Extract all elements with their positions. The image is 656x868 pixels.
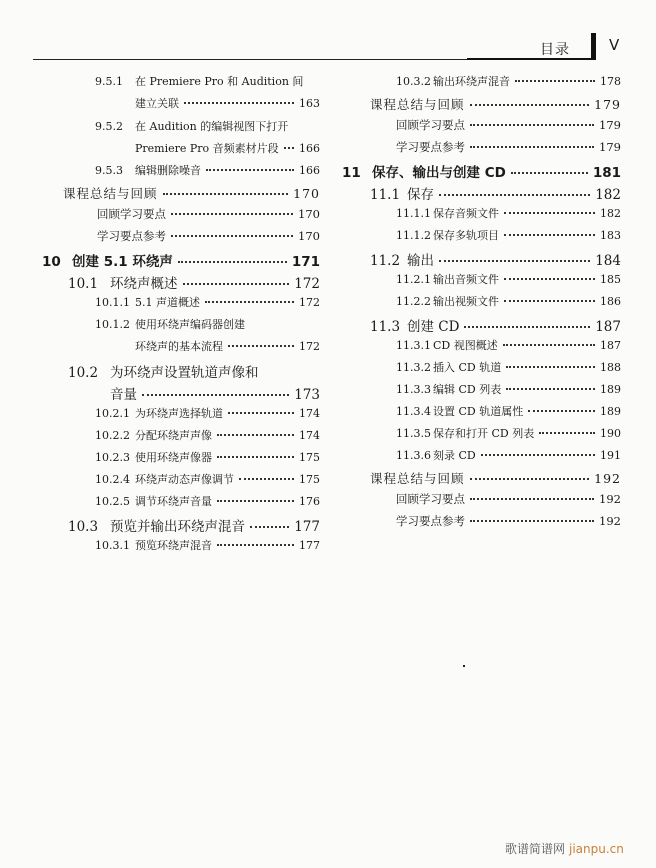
toc-entry-page: 177 xyxy=(299,539,320,552)
toc-entry-page: 163 xyxy=(299,97,320,110)
toc-entry xyxy=(95,338,320,360)
toc-entry-number: 11.3.6 xyxy=(396,449,431,462)
dot-leader xyxy=(217,500,294,502)
toc-entry-title: 课程总结与回顾 xyxy=(370,97,465,112)
toc-entry-number: 10.2.3 xyxy=(95,451,130,464)
toc-entry-title: 插入 CD 轨道 xyxy=(433,361,502,374)
toc-entry xyxy=(396,337,621,359)
toc-entry-title: 回顾学习要点 xyxy=(97,207,166,221)
dot-leader xyxy=(439,260,590,262)
toc-entry-title: 保存音频文件 xyxy=(433,207,499,220)
toc-entry xyxy=(68,515,320,537)
toc-entry-title: 音量 xyxy=(110,387,137,403)
dot-leader xyxy=(163,193,289,195)
dot-leader xyxy=(470,124,594,126)
toc-entry-title: 预览并输出环绕声混音 xyxy=(110,519,245,535)
toc-entry xyxy=(396,227,621,249)
dot-leader xyxy=(217,544,294,546)
toc-entry xyxy=(0,184,320,206)
toc-entry xyxy=(370,183,621,205)
toc-entry xyxy=(330,117,621,139)
toc-entry xyxy=(370,249,621,271)
dot-leader xyxy=(515,80,595,82)
toc-entry xyxy=(330,491,621,513)
toc-entry-title: 使用环绕声编码器创建 xyxy=(135,318,245,331)
toc-entry xyxy=(330,513,621,535)
toc-entry-page: 166 xyxy=(299,142,320,155)
toc-entry-number: 11.3.4 xyxy=(396,405,431,418)
toc-entry-title: 保存、输出与创建 CD xyxy=(372,165,506,181)
toc-entry xyxy=(68,383,320,405)
toc-entry-page: 179 xyxy=(599,140,621,154)
toc-entry-page: 174 xyxy=(299,407,320,420)
toc-entry-page: 172 xyxy=(299,340,320,353)
toc-entry-number: 11.3.1 xyxy=(396,339,431,352)
toc-entry-number: 9.5.3 xyxy=(95,164,123,177)
header-rule xyxy=(33,59,467,60)
toc-entry-title: CD 视图概述 xyxy=(433,339,498,352)
toc-entry-number: 9.5.1 xyxy=(95,75,123,88)
toc-entry-page: 179 xyxy=(599,118,621,132)
dot-leader xyxy=(470,520,594,522)
toc-entry-title: 编辑 CD 列表 xyxy=(433,383,502,396)
toc-entry-title: 5.1 声道概述 xyxy=(135,296,200,309)
dot-leader xyxy=(511,172,588,174)
dot-leader xyxy=(470,498,594,500)
toc-entry xyxy=(342,161,621,183)
toc-entry-number: 11.1 xyxy=(370,187,401,203)
toc-entry xyxy=(42,250,320,272)
toc-entry-page: 186 xyxy=(600,295,621,308)
scan-speck xyxy=(463,665,465,667)
toc-entry-title: 刻录 CD xyxy=(433,449,476,462)
dot-leader xyxy=(470,478,590,480)
dot-leader xyxy=(184,102,294,104)
toc-entry-number: 11.1.2 xyxy=(396,229,431,242)
dot-leader xyxy=(217,434,294,436)
toc-entry-page: 172 xyxy=(299,296,320,309)
toc-entry-number: 10 xyxy=(42,254,61,270)
header-page-number: V xyxy=(609,36,620,54)
toc-entry xyxy=(95,427,320,449)
toc-entry-number: 11.3.5 xyxy=(396,427,431,440)
dot-leader xyxy=(528,410,595,412)
toc-entry-title: 环绕声概述 xyxy=(110,276,178,292)
toc-entry xyxy=(0,228,320,250)
toc-entry-title: 编辑删除噪音 xyxy=(135,164,201,177)
toc-entry-title: 回顾学习要点 xyxy=(396,492,465,506)
toc-entry xyxy=(370,315,621,337)
toc-entry-number: 10.2.2 xyxy=(95,429,130,442)
dot-leader xyxy=(481,454,595,456)
toc-entry-number: 11.2.1 xyxy=(396,273,431,286)
toc-entry xyxy=(95,140,320,162)
toc-entry-page: 177 xyxy=(294,519,320,535)
toc-entry-title: 分配环绕声声像 xyxy=(135,429,212,442)
dot-leader xyxy=(171,235,293,237)
dot-leader xyxy=(228,412,294,414)
toc-entry-number: 10.1.2 xyxy=(95,318,130,331)
toc-entry-page: 189 xyxy=(600,383,621,396)
toc-entry xyxy=(95,95,320,117)
toc-entry-page: 191 xyxy=(600,449,621,462)
toc-entry xyxy=(396,271,621,293)
toc-entry-title: 保存多轨项目 xyxy=(433,229,499,242)
toc-entry-title: 输出环绕声混音 xyxy=(433,75,510,88)
toc-entry-title: 建立关联 xyxy=(135,97,179,110)
toc-entry-page: 170 xyxy=(298,229,320,243)
dot-leader xyxy=(178,261,287,263)
toc-entry-page: 175 xyxy=(299,473,320,486)
dot-leader xyxy=(504,212,595,214)
toc-entry xyxy=(95,316,320,338)
toc-entry-page: 178 xyxy=(600,75,621,88)
toc-entry-page: 175 xyxy=(299,451,320,464)
toc-entry-page: 170 xyxy=(293,186,320,201)
dot-leader xyxy=(239,478,294,480)
toc-entry-title: 回顾学习要点 xyxy=(396,118,465,132)
toc-entry-number: 11 xyxy=(342,165,361,181)
toc-entry xyxy=(68,361,320,383)
dot-leader xyxy=(250,526,289,528)
toc-entry-page: 192 xyxy=(599,514,621,528)
dot-leader xyxy=(284,147,294,149)
toc-entry-page: 189 xyxy=(600,405,621,418)
toc-entry xyxy=(95,73,320,95)
toc-entry-title: 保存 xyxy=(407,187,434,203)
toc-entry-page: 190 xyxy=(600,427,621,440)
toc-entry-page: 170 xyxy=(298,207,320,221)
watermark xyxy=(505,840,624,857)
toc-entry xyxy=(396,73,621,95)
dot-leader xyxy=(504,278,595,280)
toc-entry-title: 课程总结与回顾 xyxy=(63,186,158,201)
toc-entry xyxy=(330,469,621,491)
toc-entry-page: 182 xyxy=(600,207,621,220)
toc-entry xyxy=(396,359,621,381)
toc-entry-number: 9.5.2 xyxy=(95,120,123,133)
toc-entry-page: 181 xyxy=(592,165,621,181)
dot-leader xyxy=(506,366,595,368)
toc-entry-title: 输出视频文件 xyxy=(433,295,499,308)
toc-entry-number: 10.1 xyxy=(68,276,99,292)
dot-leader xyxy=(504,300,595,302)
toc-entry xyxy=(95,449,320,471)
toc-entry-number: 10.3.2 xyxy=(396,75,431,88)
toc-entry xyxy=(95,471,320,493)
toc-entry xyxy=(396,293,621,315)
dot-leader xyxy=(206,169,294,171)
toc-entry-number: 10.2 xyxy=(68,365,99,381)
toc-entry-number: 10.3.1 xyxy=(95,539,130,552)
toc-entry-title: 在 Premiere Pro 和 Audition 间 xyxy=(135,75,304,88)
header-rule-tail xyxy=(467,58,592,60)
toc-entry-page: 192 xyxy=(594,471,621,486)
toc-entry-title: 环绕声动态声像调节 xyxy=(135,473,234,486)
toc-entry-title: 环绕声的基本流程 xyxy=(135,340,223,353)
dot-leader xyxy=(171,213,293,215)
toc-entry-page: 185 xyxy=(600,273,621,286)
toc-entry xyxy=(95,162,320,184)
toc-entry xyxy=(396,425,621,447)
dot-leader xyxy=(470,146,594,148)
toc-entry-number: 10.1.1 xyxy=(95,296,130,309)
dot-leader xyxy=(205,301,294,303)
dot-leader xyxy=(439,194,590,196)
toc-entry-title: 保存和打开 CD 列表 xyxy=(433,427,535,440)
toc-entry-page: 171 xyxy=(291,254,320,270)
dot-leader xyxy=(142,394,289,396)
toc-entry-title: 在 Audition 的编辑视图下打开 xyxy=(135,120,289,133)
toc-entry-page: 187 xyxy=(595,319,621,335)
toc-entry-title: 调节环绕声音量 xyxy=(135,495,212,508)
toc-entry-number: 10.2.4 xyxy=(95,473,130,486)
toc-entry-title: 使用环绕声像器 xyxy=(135,451,212,464)
toc-entry xyxy=(95,537,320,559)
toc-entry-title: 课程总结与回顾 xyxy=(370,471,465,486)
toc-entry xyxy=(95,118,320,140)
toc-entry-title: 预览环绕声混音 xyxy=(135,539,212,552)
toc-entry-page: 174 xyxy=(299,429,320,442)
toc-entry-title: 为环绕声选择轨道 xyxy=(135,407,223,420)
toc-entry xyxy=(330,95,621,117)
toc-entry-title: 学习要点参考 xyxy=(97,229,166,243)
toc-entry-number: 11.2 xyxy=(370,253,401,269)
toc-entry-page: 188 xyxy=(600,361,621,374)
toc-entry-number: 11.3.3 xyxy=(396,383,431,396)
toc-entry-page: 179 xyxy=(594,97,621,112)
toc-entry-page: 182 xyxy=(595,187,621,203)
dot-leader xyxy=(503,344,595,346)
toc-entry xyxy=(330,139,621,161)
toc-entry xyxy=(396,381,621,403)
toc-entry-title: 设置 CD 轨道属性 xyxy=(433,405,524,418)
toc-entry xyxy=(95,493,320,515)
toc-entry xyxy=(0,206,320,228)
toc-entry xyxy=(68,272,320,294)
toc-entry-title: 创建 5.1 环绕声 xyxy=(72,254,173,270)
toc-entry-number: 11.2.2 xyxy=(396,295,431,308)
toc-entry-number: 11.3 xyxy=(370,319,401,335)
toc-entry-number: 10.2.1 xyxy=(95,407,130,420)
toc-entry-number: 11.1.1 xyxy=(396,207,431,220)
toc-entry-page: 172 xyxy=(294,276,320,292)
dot-leader xyxy=(539,432,595,434)
dot-leader xyxy=(464,326,590,328)
toc-entry xyxy=(396,447,621,469)
watermark-url: jianpu.cn xyxy=(569,842,624,856)
dot-leader xyxy=(217,456,294,458)
toc-entry xyxy=(396,403,621,425)
toc-entry-page: 166 xyxy=(299,164,320,177)
watermark-site-name: 歌谱简谱网 xyxy=(505,842,566,856)
toc-entry-title: 创建 CD xyxy=(407,319,460,335)
dot-leader xyxy=(470,104,590,106)
toc-entry-page: 173 xyxy=(294,387,320,403)
dot-leader xyxy=(183,283,290,285)
toc-entry-page: 184 xyxy=(595,253,621,269)
dot-leader xyxy=(228,345,294,347)
toc-entry xyxy=(396,205,621,227)
dot-leader xyxy=(506,388,595,390)
dot-leader xyxy=(504,234,595,236)
toc-entry-title: 输出 xyxy=(407,253,434,269)
toc-entry-number: 10.3 xyxy=(68,519,99,535)
toc-entry-number: 11.3.2 xyxy=(396,361,431,374)
header-bar xyxy=(591,33,596,60)
header-section-title: 目录 xyxy=(540,42,570,58)
toc-entry-page: 183 xyxy=(600,229,621,242)
toc-entry-page: 187 xyxy=(600,339,621,352)
toc-entry-page: 192 xyxy=(599,492,621,506)
toc-entry-title: Premiere Pro 音频素材片段 xyxy=(135,142,279,155)
toc-entry-title: 学习要点参考 xyxy=(396,514,465,528)
toc-entry-page: 176 xyxy=(299,495,320,508)
toc-entry xyxy=(95,405,320,427)
toc-entry-title: 学习要点参考 xyxy=(396,140,465,154)
toc-entry-title: 为环绕声设置轨道声像和 xyxy=(110,365,259,381)
toc-entry-title: 输出音频文件 xyxy=(433,273,499,286)
toc-entry-number: 10.2.5 xyxy=(95,495,130,508)
toc-entry xyxy=(95,294,320,316)
